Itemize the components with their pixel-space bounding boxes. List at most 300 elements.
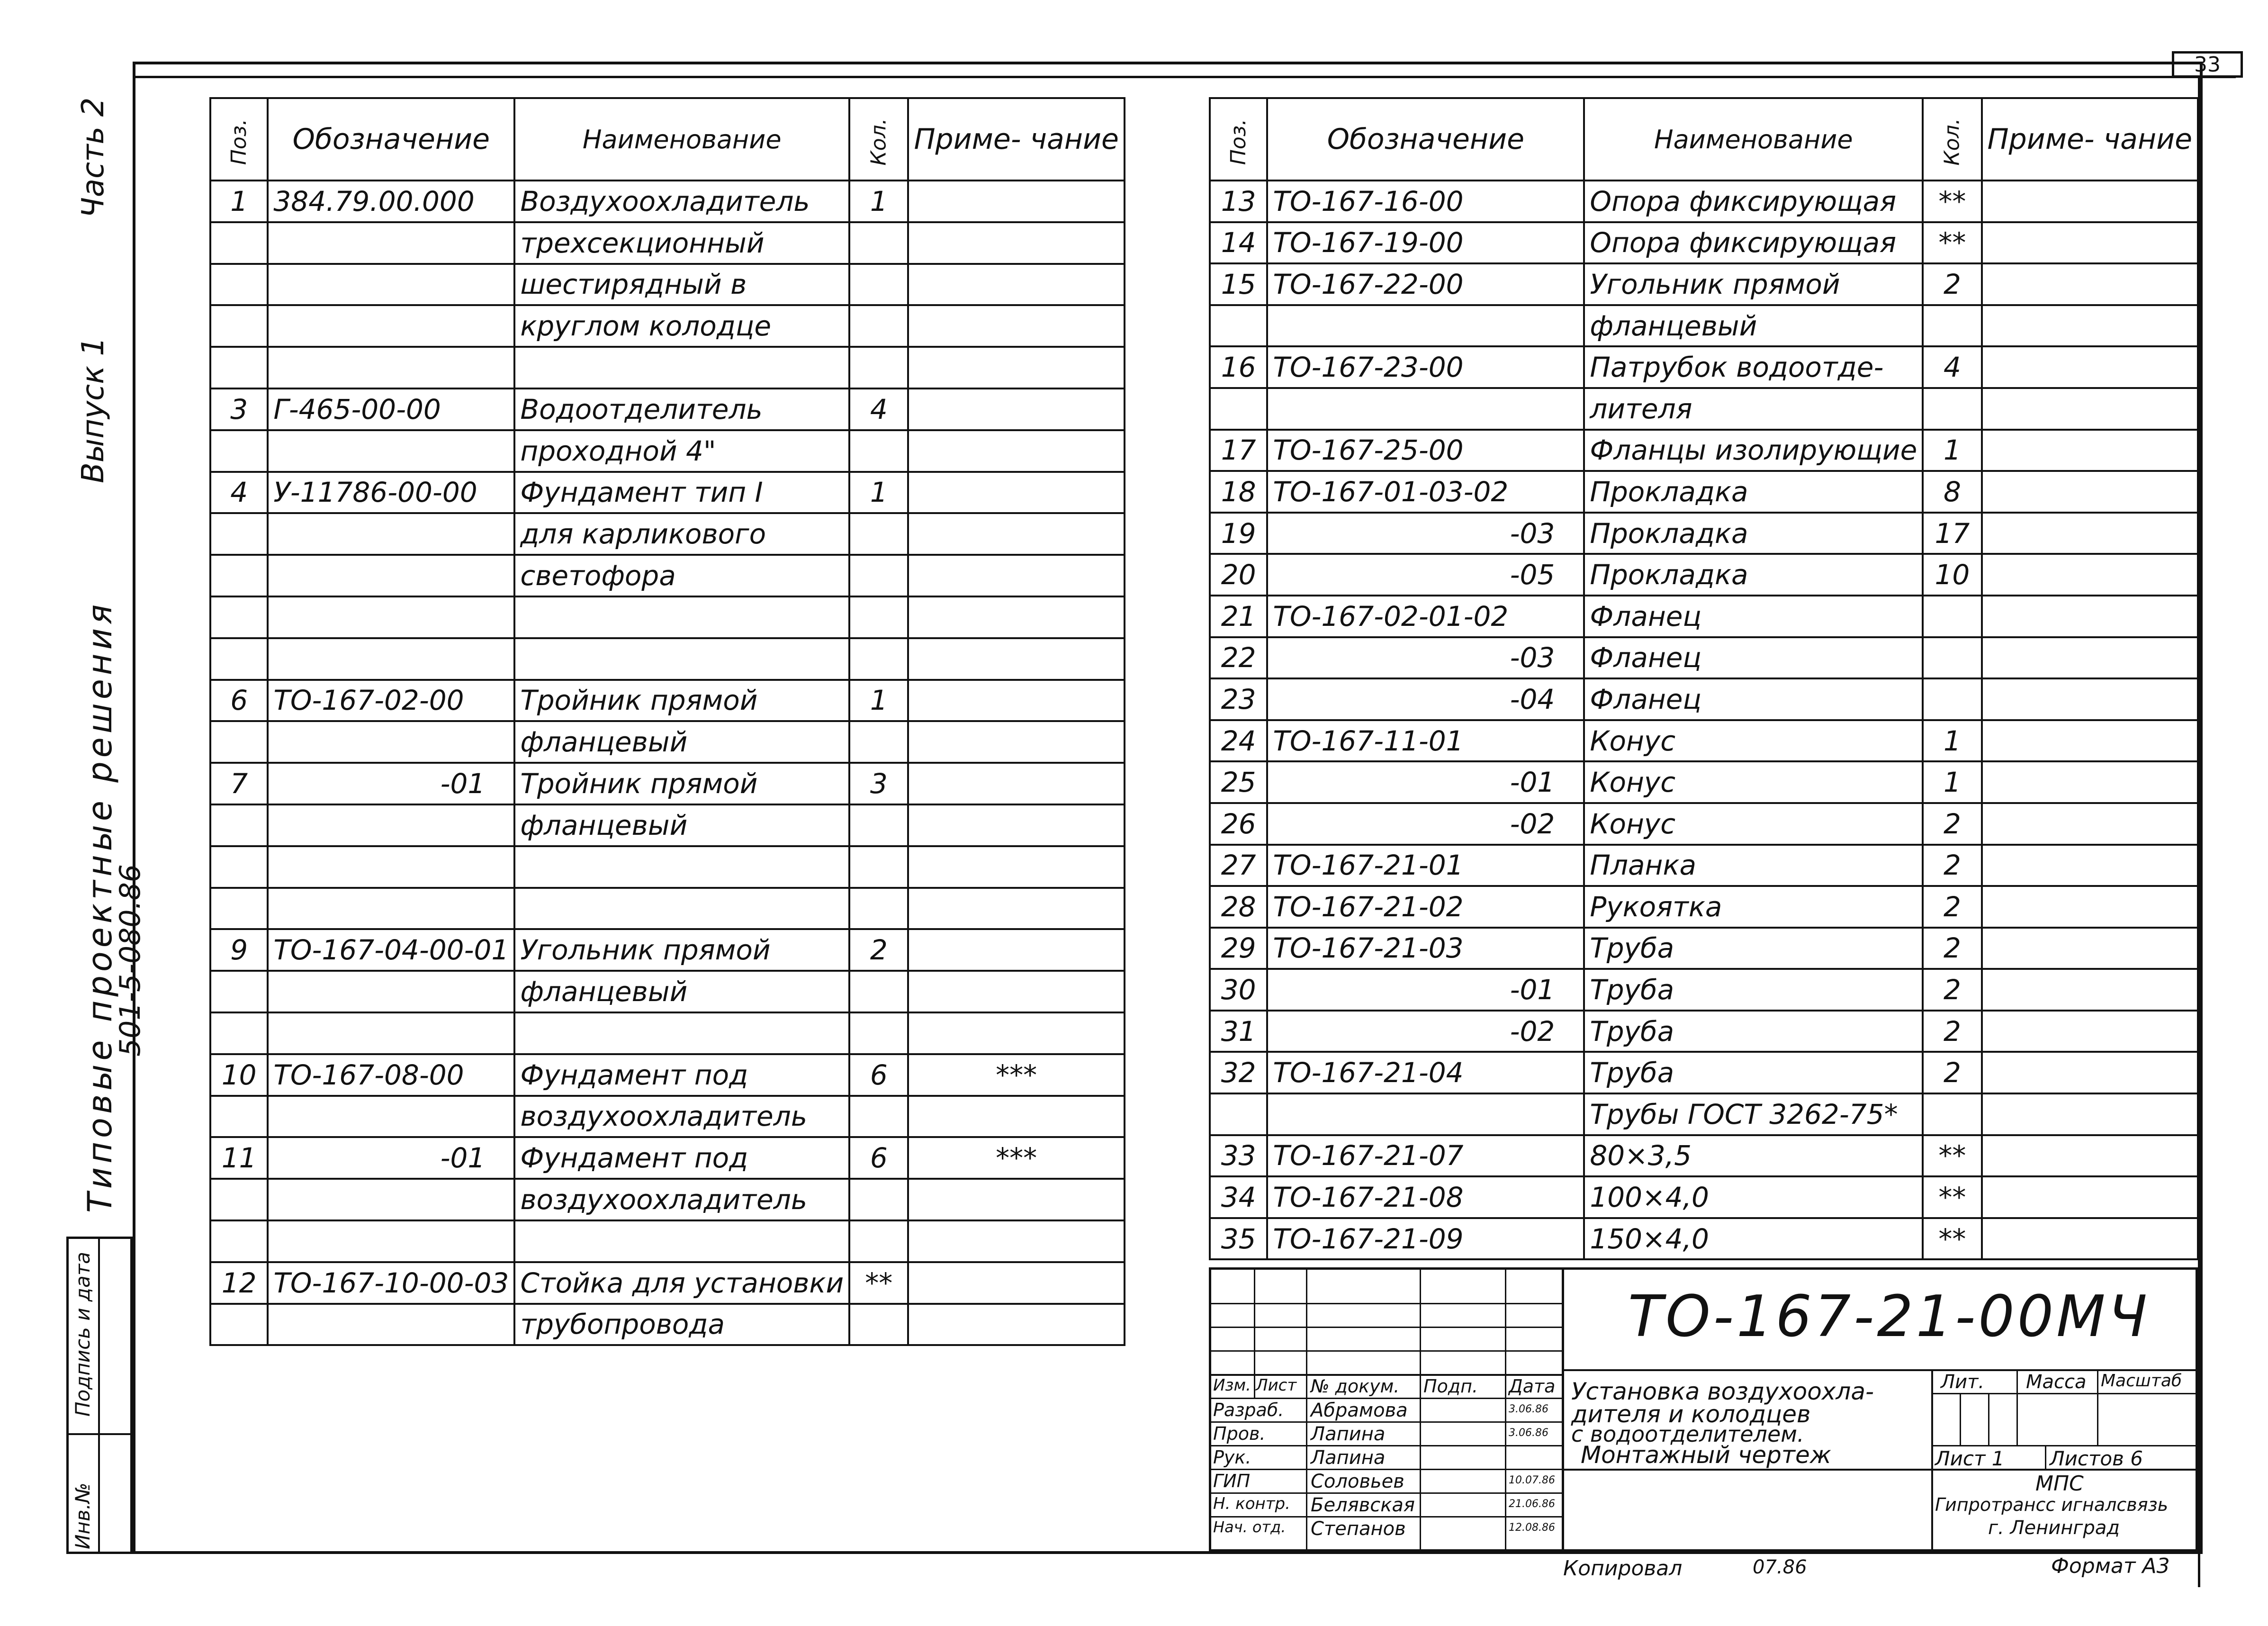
row-note-cell: [1982, 346, 2198, 388]
row-name-cell: Фланцы изолирующие: [1584, 430, 1923, 471]
copied-label: Копировал: [1563, 1556, 1683, 1581]
row-pos-cell: [1210, 388, 1267, 430]
row-pos-cell: 30: [1210, 969, 1267, 1011]
row-note-cell: [1982, 761, 2198, 803]
table-header-row: [1210, 98, 2198, 181]
row-name-cell: Конус: [1584, 803, 1923, 845]
row-designation-cell: [268, 430, 514, 472]
row-name-cell: [514, 638, 849, 680]
name-norm-control: Белявская: [1311, 1494, 1415, 1516]
row-designation-cell: ТО-167-22-00: [1267, 263, 1584, 305]
row-note-cell: [1982, 181, 2198, 222]
row-name-cell: светофора: [514, 555, 849, 596]
row-name-cell: фланцевый: [1584, 305, 1923, 347]
table-row: [1210, 803, 2198, 845]
row-qty-cell: 1: [849, 680, 908, 722]
table-row: [1210, 554, 2198, 596]
row-qty-cell: 1: [849, 472, 908, 514]
row-designation-cell: ТО-167-04-00-01: [268, 929, 514, 971]
row-pos-cell: 9: [210, 929, 268, 971]
row-designation-cell: [268, 222, 514, 264]
table-row: [1210, 1093, 2198, 1135]
row-name-cell: Водоотделитель: [514, 388, 849, 430]
name-header: Наименование: [514, 98, 849, 181]
table-row: [210, 388, 1125, 430]
row-pos-cell: 23: [1210, 678, 1267, 720]
row-pos-cell: [210, 638, 268, 680]
row-pos-cell: [210, 430, 268, 472]
role-dept-head: Нач. отд.: [1213, 1518, 1286, 1536]
series-code: 501-5-080.86: [114, 864, 147, 1057]
row-name-cell: Угольник прямой: [1584, 263, 1923, 305]
table-row: [210, 347, 1125, 388]
row-name-cell: воздухоохладитель: [514, 1096, 849, 1138]
row-name-cell: Прокладка: [1584, 554, 1923, 596]
copied-date: 07.86: [1753, 1556, 1807, 1578]
scale-label: Масштаб: [2101, 1371, 2182, 1391]
row-designation-cell: [268, 721, 514, 763]
row-qty-cell: 1: [1923, 720, 1981, 762]
row-note-cell: [908, 513, 1124, 555]
table-row: [210, 1012, 1125, 1054]
row-designation-cell: [268, 1304, 514, 1346]
row-note-cell: [908, 347, 1124, 388]
row-name-cell: Фундамент тип I: [514, 472, 849, 514]
row-name-cell: Фланец: [1584, 637, 1923, 679]
name-developer: Абрамова: [1311, 1400, 1408, 1421]
title-line-2: дителя и колодцев: [1571, 1400, 1811, 1428]
row-qty-cell: [1923, 596, 1981, 637]
row-name-cell: лителя: [1584, 388, 1923, 430]
row-designation-cell: -04: [1267, 678, 1584, 720]
row-qty-cell: **: [1923, 1176, 1981, 1218]
row-name-cell: [514, 1220, 849, 1262]
name-head: Лапина: [1311, 1447, 1386, 1469]
row-note-cell: [908, 971, 1124, 1012]
qty-header: Кол.: [849, 98, 908, 181]
role-norm-control: Н. контр.: [1213, 1494, 1290, 1513]
row-note-cell: [1982, 1176, 2198, 1218]
row-designation-cell: [1267, 388, 1584, 430]
row-pos-cell: 25: [1210, 761, 1267, 803]
row-qty-cell: 2: [1923, 1052, 1981, 1093]
row-pos-cell: 16: [1210, 346, 1267, 388]
table-row: [1210, 596, 2198, 637]
row-note-cell: [1982, 513, 2198, 554]
pos-header: Поз.: [210, 98, 268, 181]
table-row: [1210, 1176, 2198, 1218]
row-designation-cell: [268, 513, 514, 555]
row-note-cell: [908, 388, 1124, 430]
row-name-cell: трехсекционный: [514, 222, 849, 264]
row-name-cell: Фланец: [1584, 596, 1923, 637]
row-qty-cell: [1923, 1093, 1981, 1135]
org-line-3: г. Ленинград: [1988, 1517, 2120, 1539]
row-pos-cell: 28: [1210, 886, 1267, 928]
row-name-cell: Тройник прямой: [514, 763, 849, 804]
row-note-cell: [1982, 388, 2198, 430]
row-name-cell: воздухоохладитель: [514, 1179, 849, 1220]
row-name-cell: Угольник прямой: [514, 929, 849, 971]
org-line-1: МПС: [2035, 1472, 2084, 1496]
row-qty-cell: 8: [1923, 471, 1981, 513]
table-row: [1210, 969, 2198, 1011]
row-name-cell: Прокладка: [1584, 471, 1923, 513]
table-row: [210, 680, 1125, 722]
table-row: [210, 638, 1125, 680]
role-developer: Разраб.: [1213, 1400, 1284, 1420]
row-qty-cell: [849, 305, 908, 347]
row-pos-cell: 13: [1210, 181, 1267, 222]
table-row: [1210, 845, 2198, 886]
row-note-cell: [1982, 845, 2198, 886]
table-row: [210, 763, 1125, 804]
row-note-cell: [908, 555, 1124, 596]
row-qty-cell: [849, 804, 908, 846]
table-row: [210, 472, 1125, 514]
row-pos-cell: [210, 555, 268, 596]
row-note-cell: [908, 804, 1124, 846]
row-qty-cell: [849, 347, 908, 388]
row-designation-cell: ТО-167-02-00: [268, 680, 514, 722]
name-dept-head: Степанов: [1311, 1518, 1406, 1540]
row-qty-cell: [849, 1012, 908, 1054]
table-row: [210, 264, 1125, 306]
row-designation-cell: ТО-167-21-04: [1267, 1052, 1584, 1093]
row-note-cell: [908, 1262, 1124, 1304]
row-pos-cell: 29: [1210, 928, 1267, 969]
row-note-cell: [908, 888, 1124, 930]
row-name-cell: Труба: [1584, 1052, 1923, 1093]
designation-header: Обозначение: [268, 98, 514, 181]
row-pos-cell: 24: [1210, 720, 1267, 762]
title-line-3: с водоотделителем.: [1571, 1421, 1804, 1447]
format-label: Формат А3: [2051, 1554, 2170, 1578]
row-designation-cell: [268, 1220, 514, 1262]
table-row: [1210, 430, 2198, 471]
row-pos-cell: 17: [1210, 430, 1267, 471]
row-note-cell: [908, 1304, 1124, 1346]
table-row: [1210, 305, 2198, 347]
row-pos-cell: 15: [1210, 263, 1267, 305]
row-pos-cell: [210, 596, 268, 638]
row-name-cell: Стойка для установки: [514, 1262, 849, 1304]
name-gip: Соловьев: [1311, 1471, 1404, 1492]
spec-table-left: [209, 97, 1125, 1346]
row-note-cell: [1982, 678, 2198, 720]
row-pos-cell: 10: [210, 1054, 268, 1096]
row-qty-cell: [849, 513, 908, 555]
role-head: Рук.: [1213, 1447, 1251, 1468]
table-row: [1210, 1011, 2198, 1052]
row-note-cell: [908, 596, 1124, 638]
row-note-cell: [908, 264, 1124, 306]
row-designation-cell: ТО-167-02-01-02: [1267, 596, 1584, 637]
table-row: [210, 1096, 1125, 1138]
table-row: [210, 305, 1125, 347]
row-designation-cell: -03: [1267, 513, 1584, 554]
row-note-cell: [908, 846, 1124, 888]
row-pos-cell: 4: [210, 472, 268, 514]
row-qty-cell: [849, 1220, 908, 1262]
row-designation-cell: [1267, 1093, 1584, 1135]
table-row: [1210, 346, 2198, 388]
row-name-cell: Воздухоохладитель: [514, 181, 849, 222]
row-name-cell: проходной 4": [514, 430, 849, 472]
mass-label: Масса: [2026, 1371, 2087, 1393]
row-qty-cell: **: [1923, 1218, 1981, 1260]
date-dept-head: 12.08.86: [1509, 1522, 1555, 1534]
table-row: [210, 721, 1125, 763]
table-row: [210, 846, 1125, 888]
table-row: [210, 222, 1125, 264]
row-qty-cell: [849, 264, 908, 306]
row-name-cell: [514, 1012, 849, 1054]
note-header: Приме- чание: [1982, 98, 2198, 181]
table-row: [210, 1304, 1125, 1346]
row-note-cell: [1982, 1093, 2198, 1135]
row-note-cell: [1982, 803, 2198, 845]
row-qty-cell: **: [1923, 222, 1981, 264]
row-pos-cell: [210, 513, 268, 555]
row-note-cell: [1982, 886, 2198, 928]
row-name-cell: фланцевый: [514, 721, 849, 763]
row-name-cell: Планка: [1584, 845, 1923, 886]
row-qty-cell: 2: [1923, 886, 1981, 928]
row-pos-cell: [210, 971, 268, 1012]
row-pos-cell: 32: [1210, 1052, 1267, 1093]
row-qty-cell: [1923, 637, 1981, 679]
sheet-label: Лист 1: [1935, 1447, 2005, 1470]
row-note-cell: [1982, 720, 2198, 762]
row-qty-cell: [849, 555, 908, 596]
col-header-list: Лист: [1256, 1376, 1297, 1395]
row-note-cell: [1982, 471, 2198, 513]
row-note-cell: [1982, 1011, 2198, 1052]
row-pos-cell: 35: [1210, 1218, 1267, 1260]
row-name-cell: Патрубок водоотде-: [1584, 346, 1923, 388]
table-row: [210, 1137, 1125, 1179]
date-gip: 10.07.86: [1509, 1474, 1555, 1486]
row-pos-cell: 21: [1210, 596, 1267, 637]
row-name-cell: фланцевый: [514, 971, 849, 1012]
row-name-cell: Конус: [1584, 761, 1923, 803]
lit-label: Лит.: [1941, 1371, 1985, 1393]
row-designation-cell: ТО-167-16-00: [1267, 181, 1584, 222]
row-pos-cell: 14: [1210, 222, 1267, 264]
row-note-cell: [908, 1220, 1124, 1262]
row-note-cell: [908, 472, 1124, 514]
row-qty-cell: [849, 846, 908, 888]
row-note-cell: [1982, 596, 2198, 637]
table-row: [210, 1054, 1125, 1096]
row-designation-cell: [268, 846, 514, 888]
row-qty-cell: **: [849, 1262, 908, 1304]
row-qty-cell: 1: [1923, 761, 1981, 803]
row-pos-cell: 34: [1210, 1176, 1267, 1218]
table-row: [1210, 263, 2198, 305]
table-row: [210, 181, 1125, 222]
row-qty-cell: 2: [1923, 845, 1981, 886]
row-name-cell: Фундамент под: [514, 1137, 849, 1179]
row-qty-cell: [1923, 678, 1981, 720]
table-row: [1210, 720, 2198, 762]
row-pos-cell: 19: [1210, 513, 1267, 554]
row-pos-cell: [210, 1012, 268, 1054]
row-qty-cell: 4: [1923, 346, 1981, 388]
row-note-cell: [908, 1179, 1124, 1220]
row-designation-cell: [268, 305, 514, 347]
spec-table-right: [1209, 97, 2199, 1260]
document-code: ТО-167-21-00МЧ: [1628, 1284, 2150, 1350]
row-qty-cell: 3: [849, 763, 908, 804]
row-qty-cell: [849, 888, 908, 930]
table-row: [1210, 1052, 2198, 1093]
row-qty-cell: [849, 721, 908, 763]
row-note-cell: [1982, 637, 2198, 679]
name-checker: Лапина: [1311, 1423, 1386, 1445]
row-designation-cell: -05: [1267, 554, 1584, 596]
row-note-cell: [908, 721, 1124, 763]
row-pos-cell: [210, 888, 268, 930]
row-pos-cell: [210, 721, 268, 763]
table-row: [210, 888, 1125, 930]
row-pos-cell: 1: [210, 181, 268, 222]
table-row: [210, 513, 1125, 555]
table-row: [1210, 678, 2198, 720]
row-pos-cell: 3: [210, 388, 268, 430]
row-pos-cell: [210, 1304, 268, 1346]
row-designation-cell: [268, 1179, 514, 1220]
row-qty-cell: 4: [849, 388, 908, 430]
designation-header: Обозначение: [1267, 98, 1584, 181]
row-designation-cell: ТО-167-19-00: [1267, 222, 1584, 264]
row-pos-cell: [1210, 1093, 1267, 1135]
row-designation-cell: ТО-167-21-02: [1267, 886, 1584, 928]
table-row: [210, 804, 1125, 846]
signature-date-label: Подпись и дата: [71, 1252, 94, 1417]
row-note-cell: [908, 222, 1124, 264]
row-name-cell: фланцевый: [514, 804, 849, 846]
row-qty-cell: [849, 971, 908, 1012]
row-note-cell: ***: [908, 1137, 1124, 1179]
row-name-cell: Прокладка: [1584, 513, 1923, 554]
row-note-cell: [1982, 263, 2198, 305]
table-row: [1210, 181, 2198, 222]
row-pos-cell: 22: [1210, 637, 1267, 679]
table-row: [1210, 1218, 2198, 1260]
row-name-cell: 150×4,0: [1584, 1218, 1923, 1260]
row-designation-cell: [268, 971, 514, 1012]
table-row: [210, 430, 1125, 472]
row-designation-cell: -01: [268, 763, 514, 804]
row-qty-cell: 1: [849, 181, 908, 222]
row-qty-cell: 2: [849, 929, 908, 971]
row-designation-cell: Г-465-00-00: [268, 388, 514, 430]
row-pos-cell: 27: [1210, 845, 1267, 886]
row-qty-cell: 1: [1923, 430, 1981, 471]
row-note-cell: [1982, 430, 2198, 471]
row-designation-cell: [268, 1012, 514, 1054]
row-designation-cell: -02: [1267, 1011, 1584, 1052]
table-row: [210, 1220, 1125, 1262]
row-designation-cell: ТО-167-21-09: [1267, 1218, 1584, 1260]
row-name-cell: Фланец: [1584, 678, 1923, 720]
row-qty-cell: [1923, 388, 1981, 430]
name-header: Наименование: [1584, 98, 1923, 181]
title-block: [1209, 1267, 2198, 1552]
row-name-cell: [514, 846, 849, 888]
row-note-cell: [1982, 1052, 2198, 1093]
row-pos-cell: [210, 222, 268, 264]
qty-header: Кол.: [1923, 98, 1981, 181]
row-name-cell: Опора фиксирующая: [1584, 222, 1923, 264]
row-note-cell: [908, 763, 1124, 804]
row-designation-cell: ТО-167-21-08: [1267, 1176, 1584, 1218]
row-qty-cell: **: [1923, 181, 1981, 222]
row-name-cell: Труба: [1584, 1011, 1923, 1052]
table-row: [210, 971, 1125, 1012]
row-designation-cell: ТО-167-01-03-02: [1267, 471, 1584, 513]
series-title: Типовые проектные решения: [81, 600, 119, 1213]
row-name-cell: трубопровода: [514, 1304, 849, 1346]
row-designation-cell: [268, 555, 514, 596]
row-pos-cell: [210, 1220, 268, 1262]
role-checker: Пров.: [1213, 1423, 1266, 1444]
row-note-cell: [1982, 305, 2198, 347]
title-line-4: Монтажный чертеж: [1581, 1441, 1831, 1469]
col-header-sign: Подп.: [1423, 1376, 1478, 1397]
row-designation-cell: -01: [268, 1137, 514, 1179]
row-note-cell: [1982, 1135, 2198, 1177]
row-qty-cell: [849, 1304, 908, 1346]
row-name-cell: [514, 347, 849, 388]
row-note-cell: [1982, 928, 2198, 969]
row-note-cell: [908, 181, 1124, 222]
inv-no-label: Инв.№: [71, 1482, 94, 1549]
row-name-cell: [514, 888, 849, 930]
row-pos-cell: [210, 1096, 268, 1138]
row-pos-cell: 26: [1210, 803, 1267, 845]
row-designation-cell: ТО-167-10-00-03: [268, 1262, 514, 1304]
table-row: [1210, 886, 2198, 928]
row-designation-cell: [268, 264, 514, 306]
row-name-cell: Труба: [1584, 928, 1923, 969]
row-designation-cell: -02: [1267, 803, 1584, 845]
pos-header: Поз.: [1210, 98, 1267, 181]
row-note-cell: [908, 1012, 1124, 1054]
row-pos-cell: 33: [1210, 1135, 1267, 1177]
table-row: [210, 596, 1125, 638]
row-designation-cell: -01: [1267, 761, 1584, 803]
table-header-row: [210, 98, 1125, 181]
row-designation-cell: [268, 804, 514, 846]
row-qty-cell: 2: [1923, 928, 1981, 969]
row-designation-cell: 384.79.00.000: [268, 181, 514, 222]
row-qty-cell: [1923, 305, 1981, 347]
row-pos-cell: [210, 846, 268, 888]
row-name-cell: круглом колодце: [514, 305, 849, 347]
row-designation-cell: [268, 347, 514, 388]
row-designation-cell: ТО-167-21-07: [1267, 1135, 1584, 1177]
row-name-cell: Конус: [1584, 720, 1923, 762]
row-pos-cell: 11: [210, 1137, 268, 1179]
row-pos-cell: [1210, 305, 1267, 347]
date-developer: 3.06.86: [1509, 1403, 1548, 1415]
row-name-cell: Трубы ГОСТ 3262-75*: [1584, 1093, 1923, 1135]
row-designation-cell: [268, 638, 514, 680]
row-name-cell: Труба: [1584, 969, 1923, 1011]
